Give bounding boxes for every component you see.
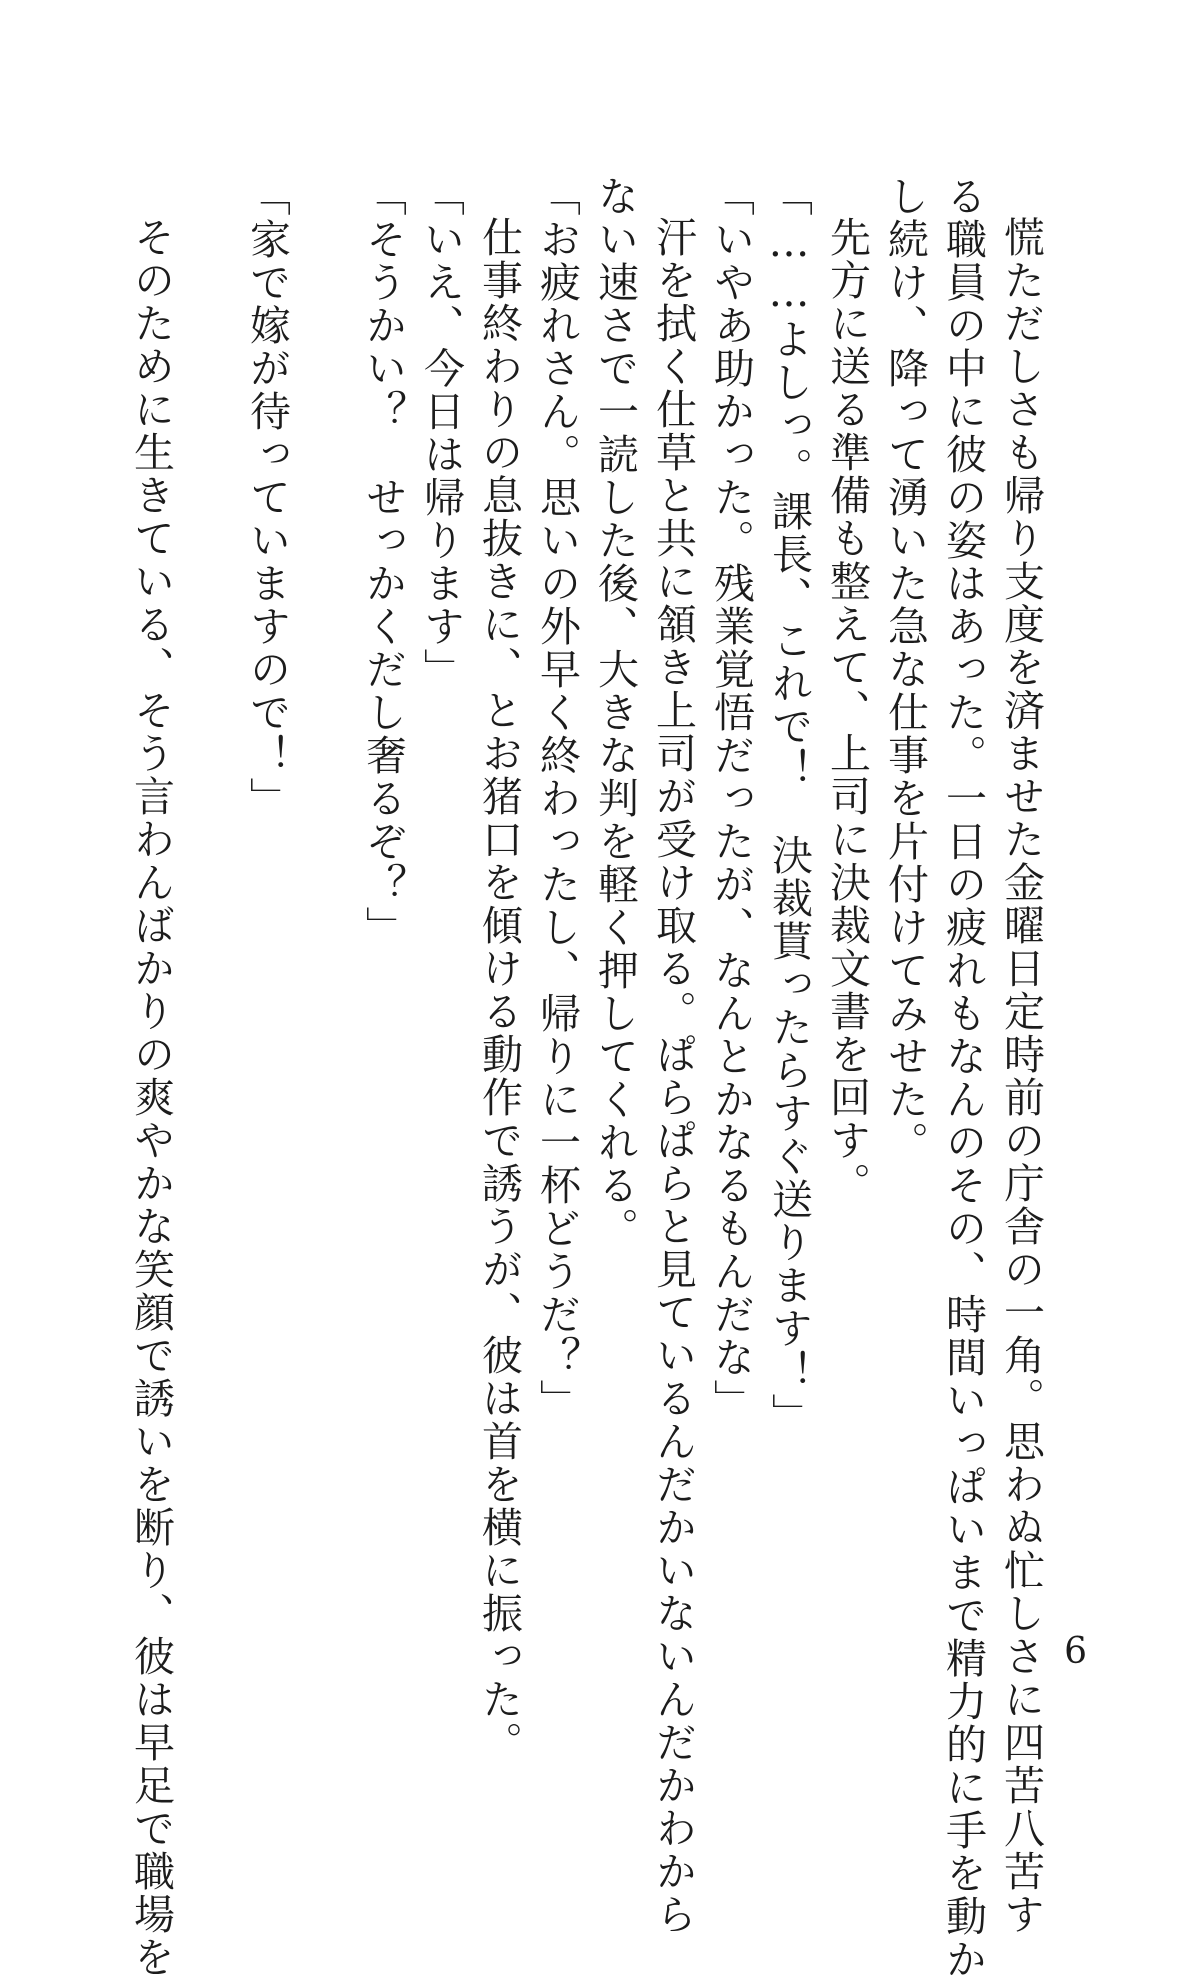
vertical-text-body [122,175,1050,1981]
text-line: ない速さで一読した後、大きな判を軽く押してくれる。 [591,175,639,1250]
text-line: 先方に送る準備も整えて、上司に決裁文書を回す。 [823,216,871,1205]
text-line: 「お疲れさん。思いの外早く終わったし、帰りに一杯どうだ？」 [533,175,581,1422]
blank-line [180,175,238,1605]
text-line: 「いやあ助かった。残業覚悟だったが、なんとかなるもんだな」 [707,175,755,1422]
text-line: し続け、降って湧いた急な仕事を片付けてみせた。 [881,175,929,1164]
text-line: 「……よしっ。課長、これで！ 決裁貰ったらすぐ送ります！」 [765,175,813,1436]
text-line: 汗を拭く仕草と共に頷き上司が受け取る。ぱらぱらと見ているんだかいないんだかわから [649,216,697,1936]
text-line: る職員の中に彼の姿はあった。一日の疲れもなんのその、時間いっぱいまで精力的に手を動か [939,175,987,1981]
text-line: 「家で嫁が待っていますので！」 [243,175,291,820]
text-line: 慌ただしさも帰り支度を済ませた金曜日定時前の庁舎の一角。思わぬ忙しさに四苦八苦す [997,216,1045,1936]
blank-line [296,175,354,1605]
page-number: 6 [1064,1631,1087,1672]
text-line: 仕事終わりの息抜きに、とお猪口を傾ける動作で誘うが、彼は首を横に振った。 [475,216,523,1764]
text-line: 「いえ、今日は帰ります」 [417,175,465,691]
text-line: 「そうかい？ せっかくだし奢るぞ？」 [359,175,407,949]
text-line: そのために生きている、そう言わんばかりの爽やかな笑顔で誘いを断り、彼は早足で職場を [127,216,175,1979]
